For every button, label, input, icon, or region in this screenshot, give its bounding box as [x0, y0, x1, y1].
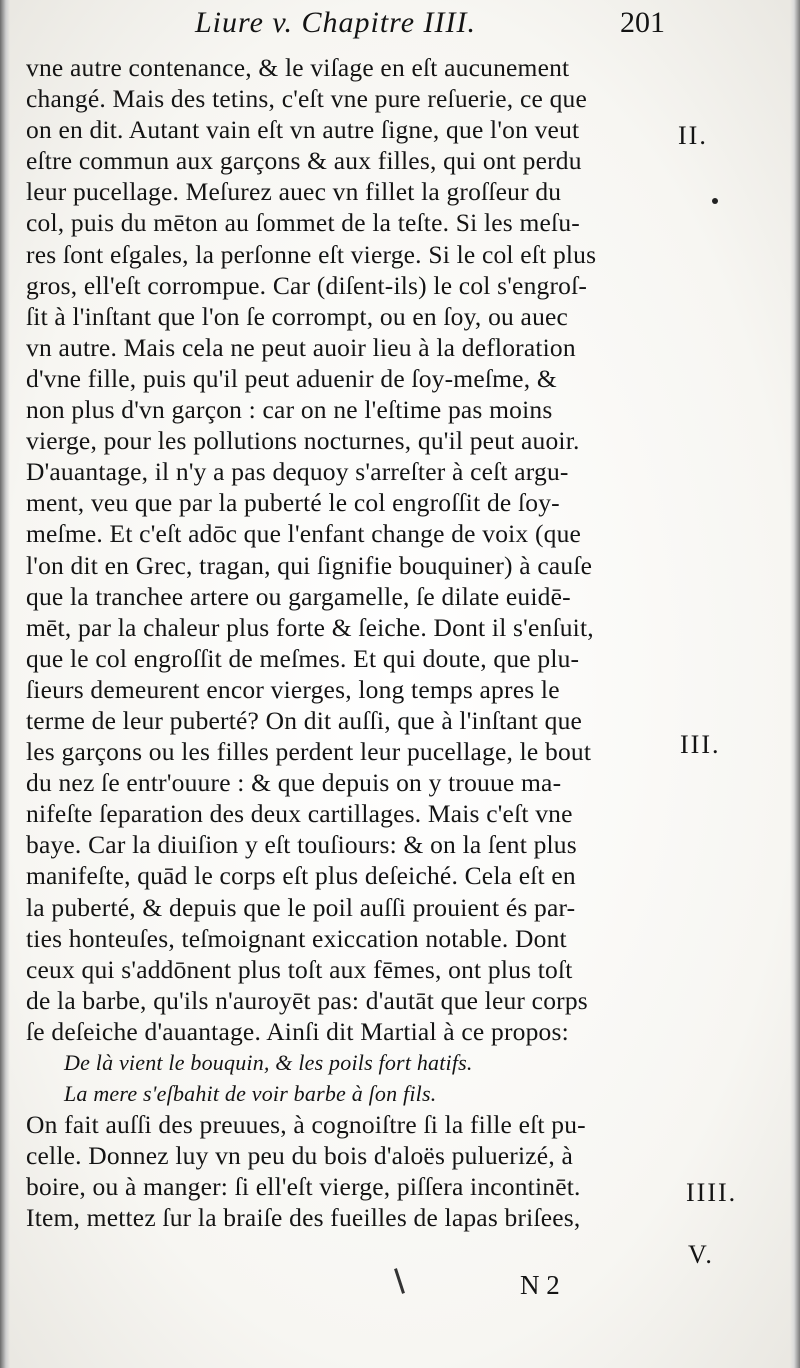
page-number: 201 — [620, 6, 665, 39]
text-line: celle. Donnez luy vn peu du bois d'aloës puluerizé, à — [26, 1141, 573, 1171]
text-line: ſe deſeiche d'auantage. Ainſi dit Martial à ce propos: — [26, 1016, 569, 1046]
text-line: Item, mettez ſur la braiſe des fueilles de lapas briſees, — [26, 1203, 581, 1233]
text-line: de la barbe, qu'ils n'auroyēt pas: d'autāt que leur corps — [26, 985, 588, 1015]
text-line: que la tranchee artere ou gargamelle, ſe dilate euidē- — [26, 581, 571, 611]
quote-line: De là vient le bouquin, & les poils fort hatifs. — [64, 1050, 473, 1075]
text-line: la puberté, & depuis que le poil auſſi prouient és par- — [26, 892, 576, 922]
margin-note-iiii: IIII. — [686, 1178, 738, 1207]
text-line: manifeſte, quād le corps eſt plus deſeiché. Cela eſt en — [26, 861, 576, 891]
text-line: vn autre. Mais cela ne peut auoir lieu à la defloration — [26, 332, 576, 362]
text-line: non plus d'vn garçon : car on ne l'eſtime pas moins — [26, 395, 553, 425]
text-line: On fait auſſi des preuues, à cognoiſtre ſi la fille eſt pu- — [26, 1110, 586, 1140]
text-line: leur pucellage. Meſurez auec vn fillet la groſſeur du — [26, 177, 562, 207]
text-line: nifeſte ſeparation des deux cartillages. Mais c'eſt vne — [26, 799, 573, 829]
text-line: vne autre contenance, & le viſage en eſt aucunement — [26, 53, 570, 82]
text-line: l'on dit en Grec, tragan, qui ſignifie bouquiner) à cauſe — [26, 550, 593, 580]
margin-note-iii: III. — [680, 730, 721, 759]
text-line: boire, ou à manger: ſi ell'eſt vierge, piſſera incontinēt. — [26, 1172, 581, 1202]
text-line: du nez ſe entr'ouure : & que depuis on y trouue ma- — [26, 768, 562, 798]
text-line: baye. Car la diuiſion y eſt touſiours: & on la ſent plus — [26, 830, 577, 860]
text-line: ſieurs demeurent encor vierges, long temps apres le — [26, 674, 560, 704]
text-line: ceux qui s'addōnent plus toſt aux fēmes, ont plus toſt — [26, 954, 573, 984]
text-line: eſtre commun aux garçons & aux filles, qui ont perdu — [26, 146, 582, 176]
text-line: vierge, pour les pollutions nocturnes, qu'il peut auoir. — [26, 426, 580, 456]
text-line: changé. Mais des tetins, c'eſt vne pure reſuerie, ce que — [26, 84, 587, 114]
margin-note-v: V. — [688, 1240, 714, 1269]
text-line: meſme. Et c'eſt adōc que l'enfant change de voix (que — [26, 519, 582, 549]
text-line: mēt, par la chaleur plus forte & ſeiche. Dont il s'enſuit, — [26, 612, 594, 642]
text-line: ties honteuſes, teſmoignant exiccation notable. Dont — [26, 923, 567, 953]
text-line: D'auantage, il n'y a pas dequoy s'arreſter à ceſt argu- — [26, 457, 569, 487]
running-head-title: Liure v. Chapitre IIII. — [195, 6, 477, 39]
text-line: ſit à l'inſtant que l'on ſe corrompt, ou en ſoy, ou auec — [26, 301, 569, 331]
quote-line: La mere s'eſbahit de voir barbe à ſon fils. — [64, 1081, 437, 1107]
text-line: ment, veu que par la puberté le col engroſſit de ſoy- — [26, 488, 560, 518]
text-line: on en dit. Autant vain eſt vn autre ſigne, que l'on veut — [26, 115, 580, 145]
text-line: col, puis du mēton au ſommet de la teſte. Si les meſu- — [26, 208, 580, 238]
margin-dot-mark — [712, 198, 718, 204]
text-line: gros, ell'eſt corrompue. Car (diſent-ils) le col s'engroſ- — [26, 270, 588, 300]
margin-note-ii: II. — [678, 121, 708, 150]
signature-mark: N 2 — [520, 1270, 560, 1300]
text-line: les garçons ou les filles perdent leur pucellage, le bout — [26, 737, 592, 767]
text-line: res ſont eſgales, la perſonne eſt vierge. Si le col eſt plus — [26, 239, 597, 269]
text-line: terme de leur puberté? On dit auſſi, que à l'inſtant que — [26, 705, 583, 735]
text-line: que le col engroſſit de meſmes. Et qui doute, que plu- — [26, 643, 580, 673]
text-line: d'vne fille, puis qu'il peut aduenir de ſoy-meſme, & — [26, 363, 557, 393]
